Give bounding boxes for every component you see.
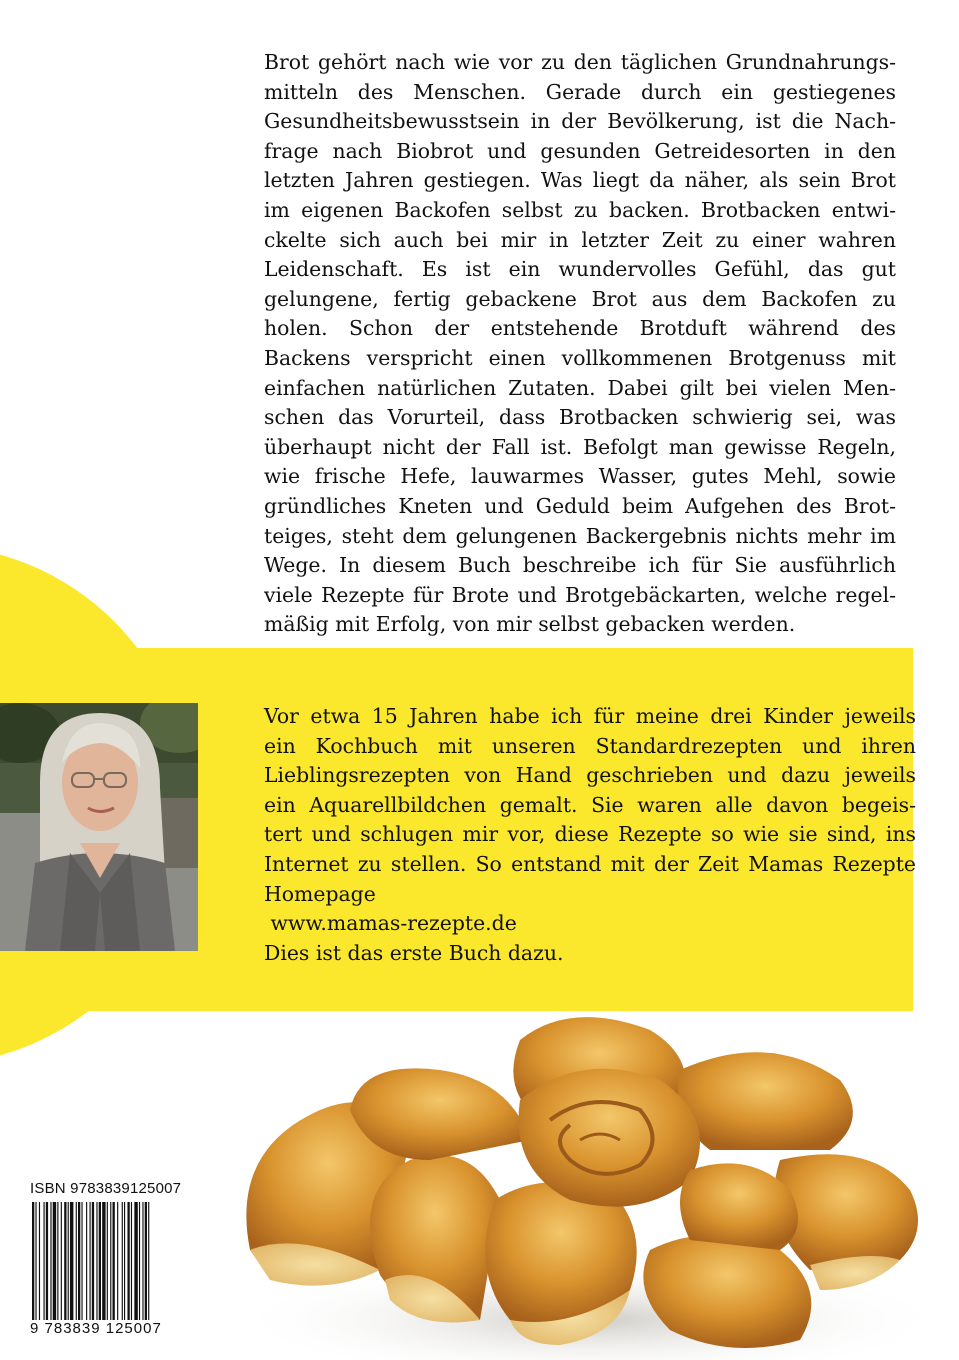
- intro-line: Wege. In diesem Buch beschreibe ich für Sie ausführlich: [264, 553, 896, 578]
- barcode-bar: [57, 1202, 58, 1320]
- author-line: Dies ist das erste Buch dazu.: [264, 940, 564, 965]
- barcode-bar: [32, 1202, 34, 1320]
- barcode-bar: [107, 1202, 108, 1320]
- barcode-bar: [61, 1202, 62, 1320]
- barcode-bar: [92, 1202, 94, 1320]
- barcode-bar: [76, 1202, 77, 1320]
- barcode-bar: [44, 1202, 45, 1320]
- barcode-bar: [102, 1202, 105, 1320]
- author-line: Internet zu stellen. So entstand mit der Zeit Mamas Rezepte: [264, 851, 916, 876]
- barcode-bar: [127, 1202, 129, 1320]
- barcode-bar: [117, 1202, 118, 1320]
- barcode-bar: [53, 1202, 56, 1320]
- author-paragraph: [264, 702, 916, 968]
- intro-line: mäßig mit Erfolg, von mir selbst gebacken werden.: [264, 612, 796, 637]
- intro-line: Brot gehört nach wie vor zu den täglichen Grundnahrungs-: [264, 50, 896, 74]
- barcode-bar: [124, 1202, 125, 1320]
- author-line: ein Kochbuch mit unseren Standardrezepten und ihren: [264, 733, 916, 758]
- author-line: tert und schlugen mir vor, diese Rezepte so wie sie sind, ins: [264, 822, 916, 847]
- barcode-bar: [142, 1202, 143, 1320]
- author-line: Lieblingsrezepten von Hand geschrieben und dazu jeweils: [264, 763, 916, 788]
- isbn-label: ISBN 9783839125007: [30, 1180, 182, 1197]
- author-photo: [0, 703, 198, 951]
- barcode-bar: [78, 1202, 80, 1320]
- intro-line: Backens verspricht einen vollkommenen Brotgenuss mit: [264, 345, 896, 370]
- barcode-bar: [134, 1202, 137, 1320]
- barcode-bar: [139, 1202, 140, 1320]
- barcode-bar: [96, 1202, 97, 1320]
- bread-photo: [210, 990, 959, 1360]
- barcode-bar: [39, 1202, 40, 1320]
- author-line: www.mamas-rezepte.de: [264, 911, 517, 936]
- intro-line: holen. Schon der entstehende Brotduft während des: [264, 316, 896, 341]
- intro-line: Gesundheitsbewusstsein in der Bevölkerung, ist die Nach-: [264, 109, 896, 134]
- barcode-bar: [90, 1202, 91, 1320]
- barcode-bar: [68, 1202, 69, 1320]
- barcode-bar: [64, 1202, 66, 1320]
- intro-line: einfachen natürlichen Zutaten. Dabei gilt bei vielen Men-: [264, 375, 896, 400]
- barcode-bar: [86, 1202, 87, 1320]
- barcode-bar: [110, 1202, 111, 1320]
- barcode-bar: [35, 1202, 36, 1320]
- author-line: Vor etwa 15 Jahren habe ich für meine drei Kinder jeweils: [264, 704, 916, 728]
- intro-line: teiges, steht dem gelungenen Backergebnis nichts mehr im: [264, 523, 896, 548]
- barcode-bars: [30, 1202, 202, 1320]
- intro-line: im eigenen Backofen selbst zu backen. Brotbacken entwi-: [264, 197, 896, 222]
- intro-line: mitteln des Menschen. Gerade durch ein gestiegenes: [264, 79, 896, 104]
- barcode-bar: [122, 1202, 123, 1320]
- author-line: Homepage: [264, 881, 376, 906]
- intro-line: gelungene, fertig gebackene Brot aus dem Backofen zu: [264, 286, 896, 311]
- intro-line: überhaupt nicht der Fall ist. Befolgt man gewisse Regeln,: [264, 434, 896, 459]
- intro-paragraph: [264, 48, 896, 640]
- barcode-bar: [81, 1202, 82, 1320]
- intro-line: schen das Vorurteil, dass Brotbacken schwierig sei, was: [264, 405, 896, 430]
- barcode-bar: [70, 1202, 73, 1320]
- barcode-bar: [113, 1202, 115, 1320]
- intro-line: frage nach Biobrot und gesunden Getreidesorten in den: [264, 138, 896, 163]
- barcode-bar: [46, 1202, 48, 1320]
- barcode-bar: [145, 1202, 147, 1320]
- intro-line: letzten Jahren gestiegen. Was liegt da näher, als sein Brot: [264, 168, 896, 193]
- intro-line: wie frische Hefe, lauwarmes Wasser, gutes Mehl, sowie: [264, 464, 896, 489]
- intro-line: viele Rezepte für Brote und Brotgebäckarten, welche regel-: [264, 582, 896, 607]
- barcode-bar: [50, 1202, 51, 1320]
- intro-line: ckelte sich auch bei mir in letzter Zeit zu einer wahren: [264, 227, 896, 252]
- barcode-bar: [131, 1202, 132, 1320]
- barcode-bar: [148, 1202, 149, 1320]
- intro-line: Leidenschaft. Es ist ein wundervolles Gefühl, das gut: [264, 257, 896, 282]
- barcode-digits: 9 783839 125007: [30, 1320, 162, 1337]
- isbn-barcode: [30, 1180, 202, 1340]
- barcode-bar: [99, 1202, 101, 1320]
- intro-line: gründliches Kneten und Geduld beim Aufgehen des Brot-: [264, 493, 896, 518]
- author-line: ein Aquarellbildchen gemalt. Sie waren alle davon begeis-: [264, 792, 916, 817]
